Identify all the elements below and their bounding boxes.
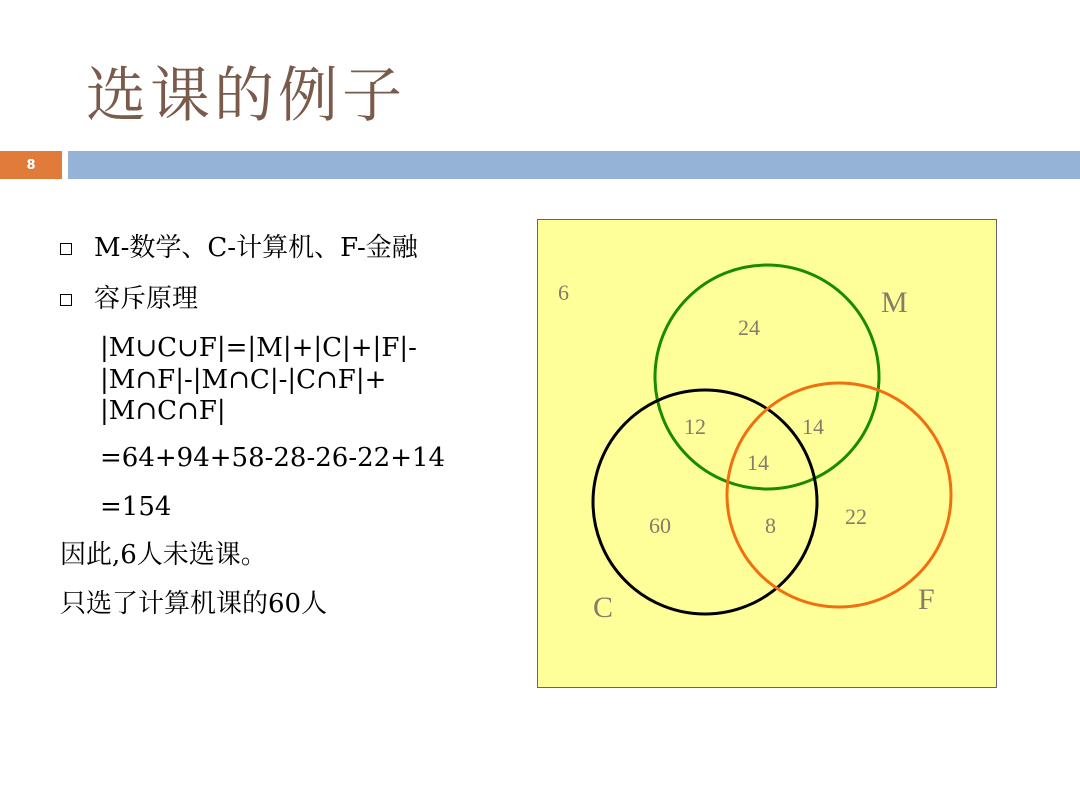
slide-number: 8	[0, 151, 62, 179]
calculation-line: =64+94+58-28-26-22+14	[100, 443, 446, 474]
region-m-c: 12	[684, 414, 706, 439]
formula-line: |M∩F|-|M∩C|-|C∩F|+	[100, 364, 387, 395]
slide-content	[60, 232, 520, 636]
formula-line: |M∪C∪F|=|M|+|C|+|F|-	[100, 333, 417, 363]
header-bar	[68, 151, 1080, 179]
venn-svg	[538, 220, 998, 689]
formula-block	[100, 333, 520, 428]
region-only-f: 22	[845, 504, 867, 529]
region-c-f: 8	[765, 513, 776, 538]
bullet-item-subjects	[60, 232, 520, 265]
formula-line: |M∩C∩F|	[100, 396, 226, 427]
label-m: M	[881, 286, 908, 319]
bullet-text: 容斥原理	[94, 283, 199, 314]
result-line: =154	[100, 491, 172, 522]
region-only-m: 24	[738, 315, 760, 340]
bullet-item-principle	[60, 283, 520, 316]
venn-diagram	[537, 219, 997, 688]
region-m-f: 14	[802, 414, 824, 439]
conclusion-line: 因此,6人未选课。	[60, 540, 267, 571]
region-m-c-f: 14	[747, 450, 769, 475]
circle-f	[727, 383, 951, 607]
conclusion-line: 只选了计算机课的60人	[60, 588, 328, 619]
bullet-text: M-数学、C-计算机、F-金融	[94, 233, 418, 263]
outside-count: 6	[558, 280, 569, 305]
label-f: F	[918, 583, 935, 616]
region-only-c: 60	[649, 513, 671, 538]
square-bullet-icon	[60, 243, 72, 255]
label-c: C	[593, 591, 614, 624]
square-bullet-icon	[60, 294, 72, 306]
slide-title: 选课的例子	[86, 61, 406, 131]
